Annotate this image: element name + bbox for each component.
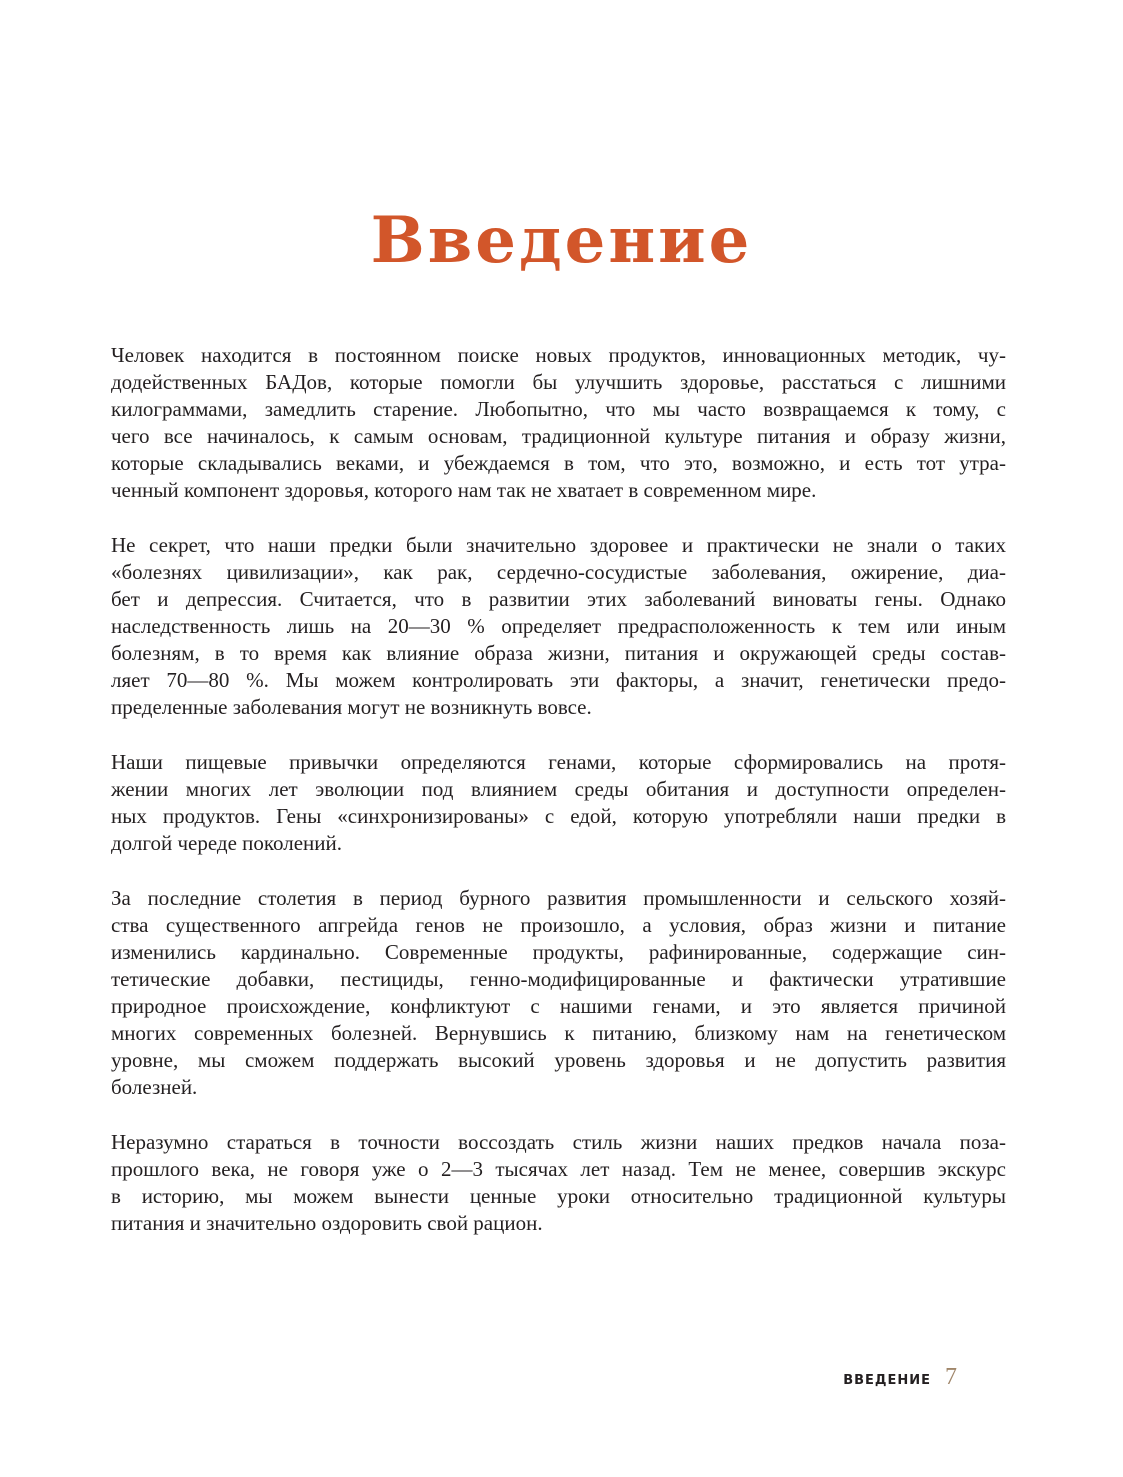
paragraph (111, 749, 1006, 857)
page-footer (843, 1364, 957, 1391)
text-line: Человек находится в постоянном поиске новых продуктов, инновационных методик, чу- (111, 343, 1006, 367)
text-line: ченный компонент здоровья, которого нам так не хватает в современном мире. (111, 478, 817, 502)
text-line: За последние столетия в период бурного развития промышленности и сельского хозяй- (111, 886, 1006, 910)
text-line: болезням, в то время как влияние образа жизни, питания и окружающей среды состав- (111, 641, 1006, 665)
paragraph (111, 1129, 1006, 1237)
page-number: 7 (945, 1364, 957, 1390)
body-text (111, 342, 1006, 1265)
text-line: додейственных БАДов, которые помогли бы улучшить здоровье, расстаться с лишними (111, 370, 1006, 394)
text-line: ляет 70—80 %. Мы можем контролировать эти факторы, а значит, генетически предо- (111, 668, 1006, 692)
page-title: Введение (370, 203, 753, 278)
text-line: долгой череде поколений. (111, 831, 343, 855)
text-line: питания и значительно оздоровить свой рацион. (111, 1211, 543, 1235)
text-line: прошлого века, не говоря уже о 2—3 тысячах лет назад. Тем не менее, совершив экскурс (111, 1157, 1006, 1181)
text-line: бет и депрессия. Считается, что в развитии этих заболеваний виноваты гены. Однако (111, 587, 1006, 611)
text-line: в историю, мы можем вынести ценные уроки относительно традиционной культуры (111, 1184, 1006, 1208)
text-line: изменились кардинально. Современные продукты, рафинированные, содержащие син- (111, 940, 1006, 964)
text-line: жении многих лет эволюции под влиянием среды обитания и доступности определен- (111, 777, 1006, 801)
paragraph (111, 885, 1006, 1101)
text-line: уровне, мы сможем поддержать высокий уровень здоровья и не допустить развития (111, 1048, 1006, 1072)
text-line: чего все начиналось, к самым основам, традиционной культуре питания и образу жизни, (111, 424, 1006, 448)
text-line: которые складывались веками, и убеждаемся в том, что это, возможно, и есть тот утра- (111, 451, 1006, 475)
text-line: Не секрет, что наши предки были значительно здоровее и практически не знали о таких (111, 533, 1006, 557)
text-line: наследственность лишь на 20—30 % определяет предрасположенность к тем или иным (111, 614, 1006, 638)
paragraph (111, 342, 1006, 504)
text-line: «болезнях цивилизации», как рак, сердечно-сосудистые заболевания, ожирение, диа- (111, 560, 1006, 584)
text-line: килограммами, замедлить старение. Любопытно, что мы часто возвращаемся к тому, с (111, 397, 1006, 421)
text-line: многих современных болезней. Вернувшись к питанию, близкому нам на генетическом (111, 1021, 1006, 1045)
paragraph (111, 532, 1006, 721)
text-line: ства существенного апгрейда генов не произошло, а условия, образ жизни и питание (111, 913, 1006, 937)
running-header-section: ВВЕДЕНИЕ (843, 1373, 931, 1388)
text-line: Наши пищевые привычки определяются генами, которые сформировались на протя- (111, 750, 1006, 774)
text-line: болезней. (111, 1075, 198, 1099)
text-line: ных продуктов. Гены «синхронизированы» с едой, которую употребляли наши предки в (111, 804, 1006, 828)
text-line: пределенные заболевания могут не возникнуть вовсе. (111, 695, 592, 719)
text-line: тетические добавки, пестициды, генно-модифицированные и фактически утратившие (111, 967, 1006, 991)
text-line: Неразумно стараться в точности воссоздать стиль жизни наших предков начала поза- (111, 1130, 1006, 1154)
text-line: природное происхождение, конфликтуют с нашими генами, и это является причиной (111, 994, 1006, 1018)
